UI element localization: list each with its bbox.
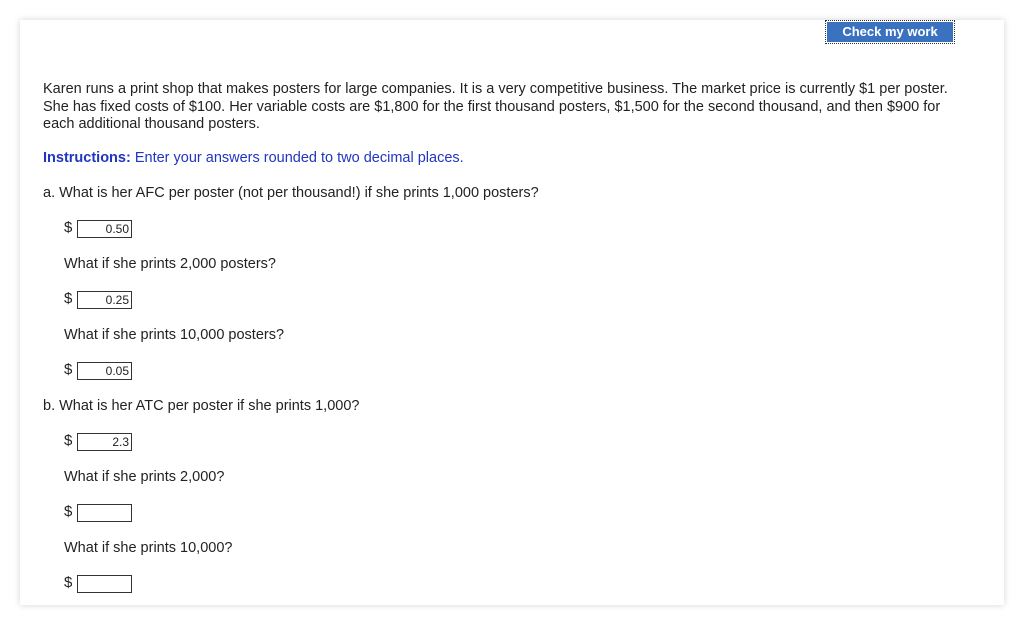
question-a3: What if she prints 10,000 posters? bbox=[64, 327, 285, 343]
answer-input-b1[interactable] bbox=[77, 433, 132, 451]
question-a2: What if she prints 2,000 posters? bbox=[64, 256, 276, 272]
problem-statement: Karen runs a print shop that makes posters for large companies. It is a very competitive business. The market price is currently $1 per poster. She has fixed costs of $100. Her variable costs are $1,800 for the first thousand posters, $1,500 for the second thousand, and then $900 for each additional thousand posters. bbox=[43, 81, 948, 132]
instructions bbox=[43, 150, 464, 166]
answer-input-a3[interactable] bbox=[77, 362, 132, 380]
question-a: a. What is her AFC per poster (not per thousand!) if she prints 1,000 posters? bbox=[43, 185, 539, 201]
check-my-work-button[interactable]: Check my work bbox=[827, 22, 953, 42]
instructions-label: Instructions: bbox=[43, 150, 131, 166]
answer-input-a2[interactable] bbox=[77, 291, 132, 309]
instructions-text: Enter your answers rounded to two decimal places. bbox=[130, 150, 464, 166]
currency-symbol: $ bbox=[64, 219, 73, 236]
currency-symbol: $ bbox=[64, 574, 73, 591]
currency-symbol: $ bbox=[64, 290, 73, 307]
answer-input-b3[interactable] bbox=[77, 575, 132, 593]
question-b3: What if she prints 10,000? bbox=[64, 540, 233, 556]
question-b2: What if she prints 2,000? bbox=[64, 469, 225, 485]
currency-symbol: $ bbox=[64, 432, 73, 449]
currency-symbol: $ bbox=[64, 361, 73, 378]
answer-input-b2[interactable] bbox=[77, 504, 132, 522]
answer-input-a1[interactable] bbox=[77, 220, 132, 238]
question-card bbox=[20, 20, 1004, 605]
check-my-work-focus-ring bbox=[825, 20, 955, 44]
currency-symbol: $ bbox=[64, 503, 73, 520]
question-b: b. What is her ATC per poster if she prints 1,000? bbox=[43, 398, 360, 414]
